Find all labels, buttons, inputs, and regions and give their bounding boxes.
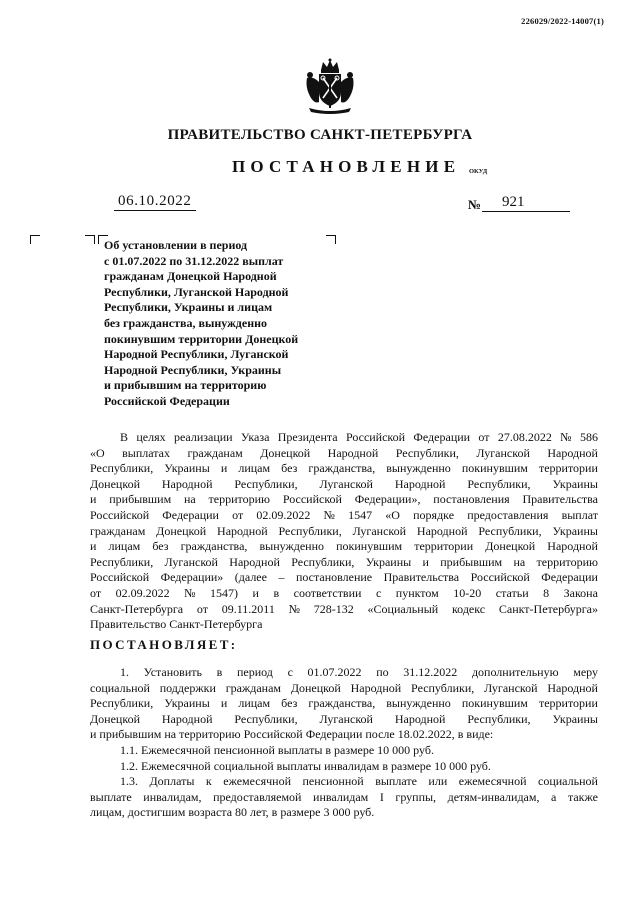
word: Луганской <box>319 476 373 491</box>
subject-line: Об установлении в период <box>104 238 248 252</box>
text-run: лицам, достигшим возраста 80 лет, в размере 3 000 руб. <box>90 805 375 820</box>
document-type-title: ПОСТАНОВЛЕНИЕ <box>232 157 461 176</box>
word: № <box>288 601 301 616</box>
word: дополнительную <box>471 665 559 679</box>
subject-line: Народной Республики, Украины <box>104 362 282 377</box>
word: Народной <box>547 445 598 460</box>
word: меру <box>573 665 598 679</box>
word: прибывшим <box>440 554 503 569</box>
word: Федерации» <box>160 570 224 585</box>
word: Народной <box>350 680 402 695</box>
word: лицам <box>108 539 141 554</box>
item-line <box>90 696 598 712</box>
number-sign: № <box>468 197 482 212</box>
word: 728-132 <box>313 601 354 616</box>
word: № <box>560 430 572 444</box>
word: в <box>216 665 223 679</box>
word: Республики, <box>467 711 531 726</box>
word: Федерации <box>162 507 219 522</box>
word: без <box>281 696 298 711</box>
word: Президента <box>277 430 338 444</box>
word: от <box>232 507 244 522</box>
word: Закона <box>563 585 598 600</box>
word: группы, <box>395 789 437 804</box>
word: период <box>236 665 273 679</box>
word: Российской <box>345 430 406 444</box>
word: с <box>375 585 382 600</box>
subject-line: Народной Республики, Луганской <box>104 347 289 362</box>
word: территории <box>414 539 474 554</box>
text-run: 1.1. Ежемесячной пенсионной выплаты в размере 10 000 руб. <box>120 742 434 757</box>
item-line <box>90 774 598 790</box>
subject-line: и прибывшим на территорию <box>104 378 267 393</box>
word: покинувшим <box>461 696 528 711</box>
word: Федерации <box>541 570 598 585</box>
document-registration-number: 226029/2022-14007(1) <box>521 16 604 26</box>
word: вынужденно <box>386 696 451 711</box>
word: поддержки <box>159 680 216 695</box>
item-line <box>90 712 598 728</box>
word: 02.09.2022 <box>256 507 311 522</box>
word: Донецкой <box>156 523 207 538</box>
subject-line: Республики, Луганской Народной <box>104 284 289 299</box>
word: и <box>422 554 429 569</box>
subject-line: Российской Федерации <box>104 393 230 408</box>
word: ежемесячной <box>223 774 291 789</box>
item-line <box>90 681 598 697</box>
word: Луганской <box>164 554 218 569</box>
preamble-line <box>90 492 598 508</box>
preamble-line <box>90 430 598 446</box>
word: к <box>205 774 212 789</box>
word: социальной <box>538 774 598 789</box>
word: Правительства <box>383 570 460 585</box>
word: (далее <box>234 570 267 585</box>
text-run: 1.2. Ежемесячной социальной выплаты инвалидам в размере 10 000 руб. <box>120 758 491 773</box>
word: Донецкой <box>90 711 140 726</box>
word: 1. <box>120 665 129 679</box>
word: Украины <box>552 476 598 491</box>
word: гражданства, <box>308 696 376 711</box>
government-name-heading: ПРАВИТЕЛЬСТВО САНКТ-ПЕТЕРБУРГА <box>167 127 473 143</box>
word: Российской <box>90 507 150 522</box>
word: Республики, <box>90 696 154 711</box>
item-line <box>90 743 598 759</box>
word: реализации <box>173 430 233 444</box>
word: выплат <box>561 507 598 522</box>
word: и <box>252 585 259 600</box>
word: Украины <box>552 523 598 538</box>
preamble-line <box>90 570 598 586</box>
word: статьи <box>495 585 529 600</box>
word: гражданам <box>187 445 243 460</box>
word: порядке <box>413 507 455 522</box>
subject-block <box>104 238 344 410</box>
word: Федерации», <box>354 492 421 507</box>
word: от <box>90 585 102 600</box>
preamble-line <box>90 586 598 602</box>
word: Луганской <box>484 680 538 695</box>
word: территорию <box>536 554 598 569</box>
word: от <box>196 601 208 616</box>
word: «Социальный <box>367 601 439 616</box>
word: и <box>220 461 228 476</box>
preamble-paragraph <box>90 430 598 633</box>
word: вынужденно <box>386 461 451 476</box>
word: 586 <box>579 430 598 444</box>
word: постановления <box>433 492 510 507</box>
bracket-corner-left-inner <box>85 235 95 244</box>
preamble-line <box>90 617 598 633</box>
word: Республики, <box>278 523 342 538</box>
document-number: 921 <box>482 195 570 212</box>
word: В <box>120 430 129 444</box>
word: Федерации <box>413 430 471 444</box>
word: территории <box>538 696 598 711</box>
word: Республики, <box>467 476 531 491</box>
word: Украины <box>164 461 210 476</box>
word: Республики, <box>291 554 355 569</box>
text-run: и прибывшим на территорию Российской Федерации после 18.02.2022, в виде: <box>90 727 494 742</box>
word: Народной <box>394 476 446 491</box>
word: Украины <box>164 696 210 711</box>
word: Российской <box>470 570 530 585</box>
item-line <box>90 805 598 821</box>
word: Народной <box>394 711 446 726</box>
word: Российской <box>282 492 342 507</box>
item-line <box>90 727 598 743</box>
word: Народной <box>161 711 213 726</box>
word: территории <box>538 461 598 476</box>
word: Луганской <box>319 711 373 726</box>
word: без <box>281 461 298 476</box>
word: 02.09.2022 <box>115 585 170 600</box>
word: от <box>478 430 490 444</box>
word: лицам <box>238 696 271 711</box>
word: Республики, <box>478 523 542 538</box>
word: 01.07.2022 <box>307 665 362 679</box>
word: кодекс <box>451 601 486 616</box>
word: Республики, <box>411 680 475 695</box>
word: Народной <box>547 680 598 695</box>
word: выплате <box>375 774 417 789</box>
word: постановление <box>295 570 373 585</box>
word: целях <box>136 430 166 444</box>
word: пенсионной <box>302 774 364 789</box>
word: и <box>90 492 97 507</box>
word: 1547) <box>210 585 239 600</box>
word: на <box>513 554 526 569</box>
word: 31.12.2022 <box>403 665 458 679</box>
word: гражданам <box>225 680 281 695</box>
word: территорию <box>208 492 271 507</box>
word: по <box>376 665 389 679</box>
word: в <box>273 585 280 600</box>
word: покинувшим <box>461 461 528 476</box>
word: Донецкой <box>485 539 536 554</box>
word: 8 <box>543 585 550 600</box>
word: Республики, <box>234 711 298 726</box>
word: Луганской <box>476 445 530 460</box>
document-date: 06.10.2022 <box>114 193 196 211</box>
word: Народной <box>416 523 468 538</box>
word: прибывшим <box>109 492 172 507</box>
text-run: Правительство Санкт-Петербурга <box>90 617 263 632</box>
word: выплате <box>90 789 132 804</box>
word: Народной <box>217 523 268 538</box>
word: детям-инвалидам, <box>447 789 540 804</box>
word: «О <box>90 445 105 460</box>
word: Указа <box>240 430 270 444</box>
item-line <box>90 665 598 681</box>
word: инвалидам <box>313 789 369 804</box>
word: 10-20 <box>453 585 482 600</box>
word: Народной <box>229 554 280 569</box>
word: инвалидам, <box>143 789 202 804</box>
item-line <box>90 759 598 775</box>
word: Народной <box>161 476 213 491</box>
word: пунктом <box>395 585 439 600</box>
word: на <box>183 492 196 507</box>
preamble-line <box>90 555 598 571</box>
decree-keyword: ПОСТАНОВЛЯЕТ: <box>90 637 238 652</box>
word: I <box>379 789 384 804</box>
word: соответствии <box>293 585 362 600</box>
word: гражданства, <box>180 539 248 554</box>
decree-items <box>90 665 598 821</box>
word: или <box>428 774 448 789</box>
subject-line: с 01.07.2022 по 31.12.2022 выплат <box>104 253 284 268</box>
word: – <box>278 570 285 585</box>
word: Республики, <box>90 554 154 569</box>
word: лицам <box>238 461 271 476</box>
word: Санкт-Петербурга» <box>498 601 598 616</box>
word: гражданам <box>90 523 146 538</box>
word: гражданства, <box>308 461 376 476</box>
subject-line: Республики, Украины и лицам <box>104 300 273 315</box>
word: Доплаты <box>149 774 195 789</box>
word: Российской <box>90 570 150 585</box>
coat-of-arms-emblem <box>303 58 357 114</box>
preamble-line <box>90 508 598 524</box>
word: 1547 <box>348 507 373 522</box>
preamble-line <box>90 477 598 493</box>
word: Народной <box>547 539 598 554</box>
word: № <box>184 585 196 600</box>
word: с <box>287 665 293 679</box>
word: Донецкой <box>290 680 341 695</box>
subject-line: гражданам Донецкой Народной <box>104 269 277 284</box>
word: 09.11.2011 <box>221 601 275 616</box>
word: Республики, <box>234 476 298 491</box>
word: вынужденно <box>259 539 325 554</box>
word: и <box>220 696 228 711</box>
preamble-line <box>90 461 598 477</box>
word: «О <box>385 507 400 522</box>
word: Украины <box>365 554 412 569</box>
bracket-corner-left-outer <box>30 235 40 244</box>
word: также <box>567 789 598 804</box>
word: и <box>90 539 97 554</box>
word: социальной <box>90 680 150 695</box>
word: предоставляемой <box>213 789 302 804</box>
item-line <box>90 790 598 806</box>
preamble-line <box>90 446 598 462</box>
subject-line: без гражданства, вынужденно <box>104 315 268 330</box>
okud-label: ОКУД <box>469 168 488 175</box>
word: Луганской <box>352 523 407 538</box>
word: Республики, <box>90 461 154 476</box>
word: покинувшим <box>336 539 403 554</box>
word: а <box>551 789 557 804</box>
word: без <box>152 539 169 554</box>
word: предоставления <box>467 507 549 522</box>
preamble-line <box>90 602 598 618</box>
word: Донецкой <box>260 445 311 460</box>
word: Республики, <box>395 445 459 460</box>
word: Правительства <box>522 492 598 507</box>
preamble-line <box>90 524 598 540</box>
subject-line: покинувшим территории Донецкой <box>104 331 299 346</box>
preamble-line <box>90 539 598 555</box>
word: Санкт-Петербурга <box>90 601 184 616</box>
word: ежемесячной <box>458 774 527 789</box>
word: № <box>323 507 335 522</box>
word: Донецкой <box>90 476 140 491</box>
word: 1.3. <box>120 774 138 789</box>
word: 27.08.2022 <box>497 430 552 444</box>
word: Установить <box>143 665 202 679</box>
word: Украины <box>552 711 598 726</box>
word: выплатах <box>122 445 170 460</box>
word: Народной <box>327 445 379 460</box>
